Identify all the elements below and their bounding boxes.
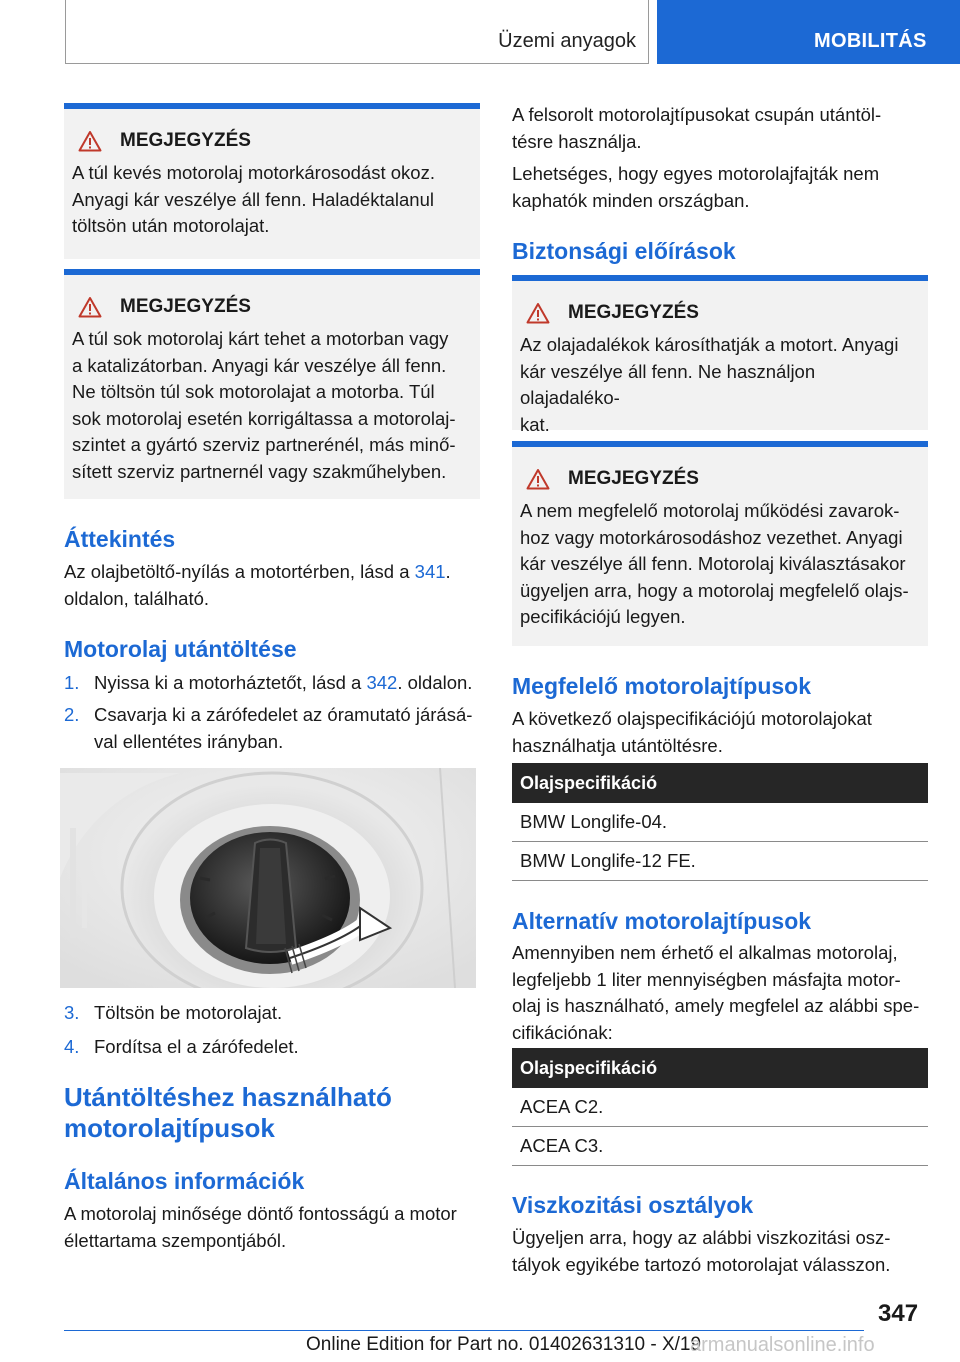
- warning-triangle-icon: [78, 296, 102, 318]
- header-section-title: Üzemi anyagok: [498, 30, 636, 52]
- text-line: A következő olajspecifikációjú motorolajokat: [512, 708, 872, 729]
- oil-filler-cap-photo: [60, 768, 476, 988]
- note-line: Anyagi kár veszélye áll fenn. Haladéktalanul: [72, 188, 434, 210]
- note-line: kár veszélye áll fenn. Ne használjon olajadaléko-: [520, 360, 816, 408]
- note-line: A túl kevés motorolaj motorkárosodást okoz.: [72, 162, 435, 183]
- note-line: sített szerviz partnernél vagy szakműhelyben.: [72, 460, 447, 482]
- table-row: ACEA C2.: [512, 1088, 928, 1127]
- page-link-342[interactable]: 342: [366, 672, 398, 693]
- step-3: [64, 1000, 480, 1027]
- note-line: kár veszélye áll fenn. Motorolaj kiválasztásakor: [520, 553, 906, 574]
- text-line: tályok egyikébe tartozó motorolajat válasszon.: [512, 1253, 891, 1275]
- page-link-341[interactable]: 341: [414, 561, 446, 582]
- heading-safety: Biztonsági előírások: [512, 238, 736, 264]
- note-line: A túl sok motorolaj kárt tehet a motorban vagy: [72, 328, 449, 349]
- heading-usable-oils: [64, 1082, 392, 1144]
- step-number: 3.: [64, 1002, 80, 1023]
- heading-topup: Motorolaj utántöltése: [64, 636, 297, 662]
- table-row: BMW Longlife-04.: [512, 803, 928, 842]
- heading-line: Utántöltéshez használható: [64, 1082, 392, 1112]
- step-text: Töltsön be motorolajat.: [94, 1002, 283, 1023]
- suitable-oils-table: [512, 763, 928, 881]
- note-too-much-oil: [64, 269, 480, 499]
- overview-text-part: Az olajbetöltő-nyílás a motortérben, lásd a: [64, 561, 415, 582]
- table-header: Olajspecifikáció: [512, 1048, 928, 1088]
- text-line: Ügyeljen arra, hogy az alábbi viszkozitási osz-: [512, 1227, 891, 1248]
- note-line: Az olajadalékok károsíthatják a motort. Anyagi: [520, 334, 899, 355]
- header-chapter-title: MOBILITÁS: [814, 30, 927, 52]
- suitable-oils-text: [512, 706, 932, 759]
- note-line: ügyeljen arra, hogy a motorolaj megfelelő olajs-: [520, 579, 909, 601]
- note-line: kat.: [520, 413, 550, 435]
- note-line: szintet a gyártó szerviz partnerénél, más minő-: [72, 434, 456, 455]
- overview-text: [64, 559, 480, 612]
- text-line: olaj is használható, amely megfelel az alábbi spe-: [512, 995, 920, 1016]
- text-line: legfeljebb 1 liter mennyiségben másfajta motor-: [512, 968, 901, 990]
- viscosity-text: [512, 1225, 932, 1278]
- heading-viscosity: Viszkozitási osztályok: [512, 1192, 754, 1218]
- step-text: Fordítsa el a zárófedelet.: [94, 1036, 299, 1057]
- footer-divider: [64, 1330, 864, 1331]
- step-text: Csavarja ki a zárófedelet az óramutató járásá-: [94, 704, 473, 725]
- note-line: Ne töltsön túl sok motorolajat a motorba. Túl: [72, 381, 435, 402]
- footer-edition: Online Edition for Part no. 01402631310 - X/19: [306, 1334, 702, 1355]
- text-line: kaphatók minden országban.: [512, 189, 750, 211]
- heading-general-info: Általános információk: [64, 1168, 305, 1194]
- text-line: Lehetséges, hogy egyes motorolajfajták nem: [512, 163, 880, 184]
- step-4: [64, 1034, 480, 1061]
- warning-triangle-icon: [78, 130, 102, 152]
- note-line: a katalizátorban. Anyagi kár veszélye áll fenn.: [72, 354, 447, 376]
- note-line: sok motorolaj esetén korrigáltassa a motorolaj-: [72, 407, 456, 429]
- text-line: A motorolaj minősége döntő fontosságú a motor: [64, 1203, 457, 1224]
- text-line: használhatja utántöltésre.: [512, 734, 723, 756]
- note-title: MEGJEGYZÉS: [568, 468, 699, 489]
- general-info-text: [64, 1201, 484, 1254]
- note-title: MEGJEGYZÉS: [120, 130, 251, 151]
- header-section-box: [65, 0, 649, 64]
- heading-line: motorolajtípusok: [64, 1113, 275, 1143]
- step-text: val ellentétes irányban.: [94, 730, 284, 752]
- heading-overview: Áttekintés: [64, 526, 176, 552]
- table-row: ACEA C3.: [512, 1127, 928, 1166]
- step-1: [64, 670, 484, 697]
- note-unsuitable-oil: [512, 441, 928, 646]
- note-line: töltsön után motorolajat.: [72, 215, 270, 236]
- text-line: A felsorolt motorolajtípusokat csupán utántöl-: [512, 104, 882, 125]
- step-number: 4.: [64, 1036, 80, 1057]
- note-too-little-oil: [64, 103, 480, 259]
- table-row: BMW Longlife-12 FE.: [512, 842, 928, 881]
- step-number: 1.: [64, 672, 80, 693]
- header-chapter-tab[interactable]: [657, 0, 960, 64]
- note-title: MEGJEGYZÉS: [120, 296, 251, 317]
- footer-watermark[interactable]: armanualsonline.info: [690, 1334, 875, 1356]
- intro-text: [512, 102, 932, 155]
- step-2: [64, 702, 480, 756]
- heading-suitable-oils: Megfelelő motorolajtípusok: [512, 673, 812, 699]
- overview-text-part: .: [445, 561, 451, 582]
- step-text: . oldalon.: [397, 672, 473, 693]
- warning-triangle-icon: [526, 302, 550, 324]
- warning-triangle-icon: [526, 468, 550, 490]
- step-number: 2.: [64, 704, 80, 725]
- text-line: Amennyiben nem érhető el alkalmas motorolaj,: [512, 942, 898, 963]
- step-text: Nyissa ki a motorháztetőt, lásd a: [94, 672, 367, 693]
- alternative-oils-text: [512, 940, 932, 1046]
- text-line: cifikációnak:: [512, 1021, 613, 1043]
- note-line: pecifikációjú legyen.: [520, 606, 686, 627]
- availability-text: [512, 161, 932, 214]
- alternative-oils-table: [512, 1048, 928, 1166]
- page-number: 347: [878, 1300, 919, 1327]
- note-line: hoz vagy motorkárosodáshoz vezethet. Anyagi: [520, 526, 903, 548]
- text-line: élettartama szempontjából.: [64, 1229, 287, 1251]
- note-title: MEGJEGYZÉS: [568, 302, 699, 323]
- note-line: A nem megfelelő motorolaj működési zavarok-: [520, 500, 900, 521]
- text-line: tésre használja.: [512, 130, 642, 152]
- overview-text-line: oldalon, található.: [64, 587, 210, 609]
- heading-alternative-oils: Alternatív motorolajtípusok: [512, 908, 812, 934]
- table-header: Olajspecifikáció: [512, 763, 928, 803]
- note-oil-additives: [512, 275, 928, 435]
